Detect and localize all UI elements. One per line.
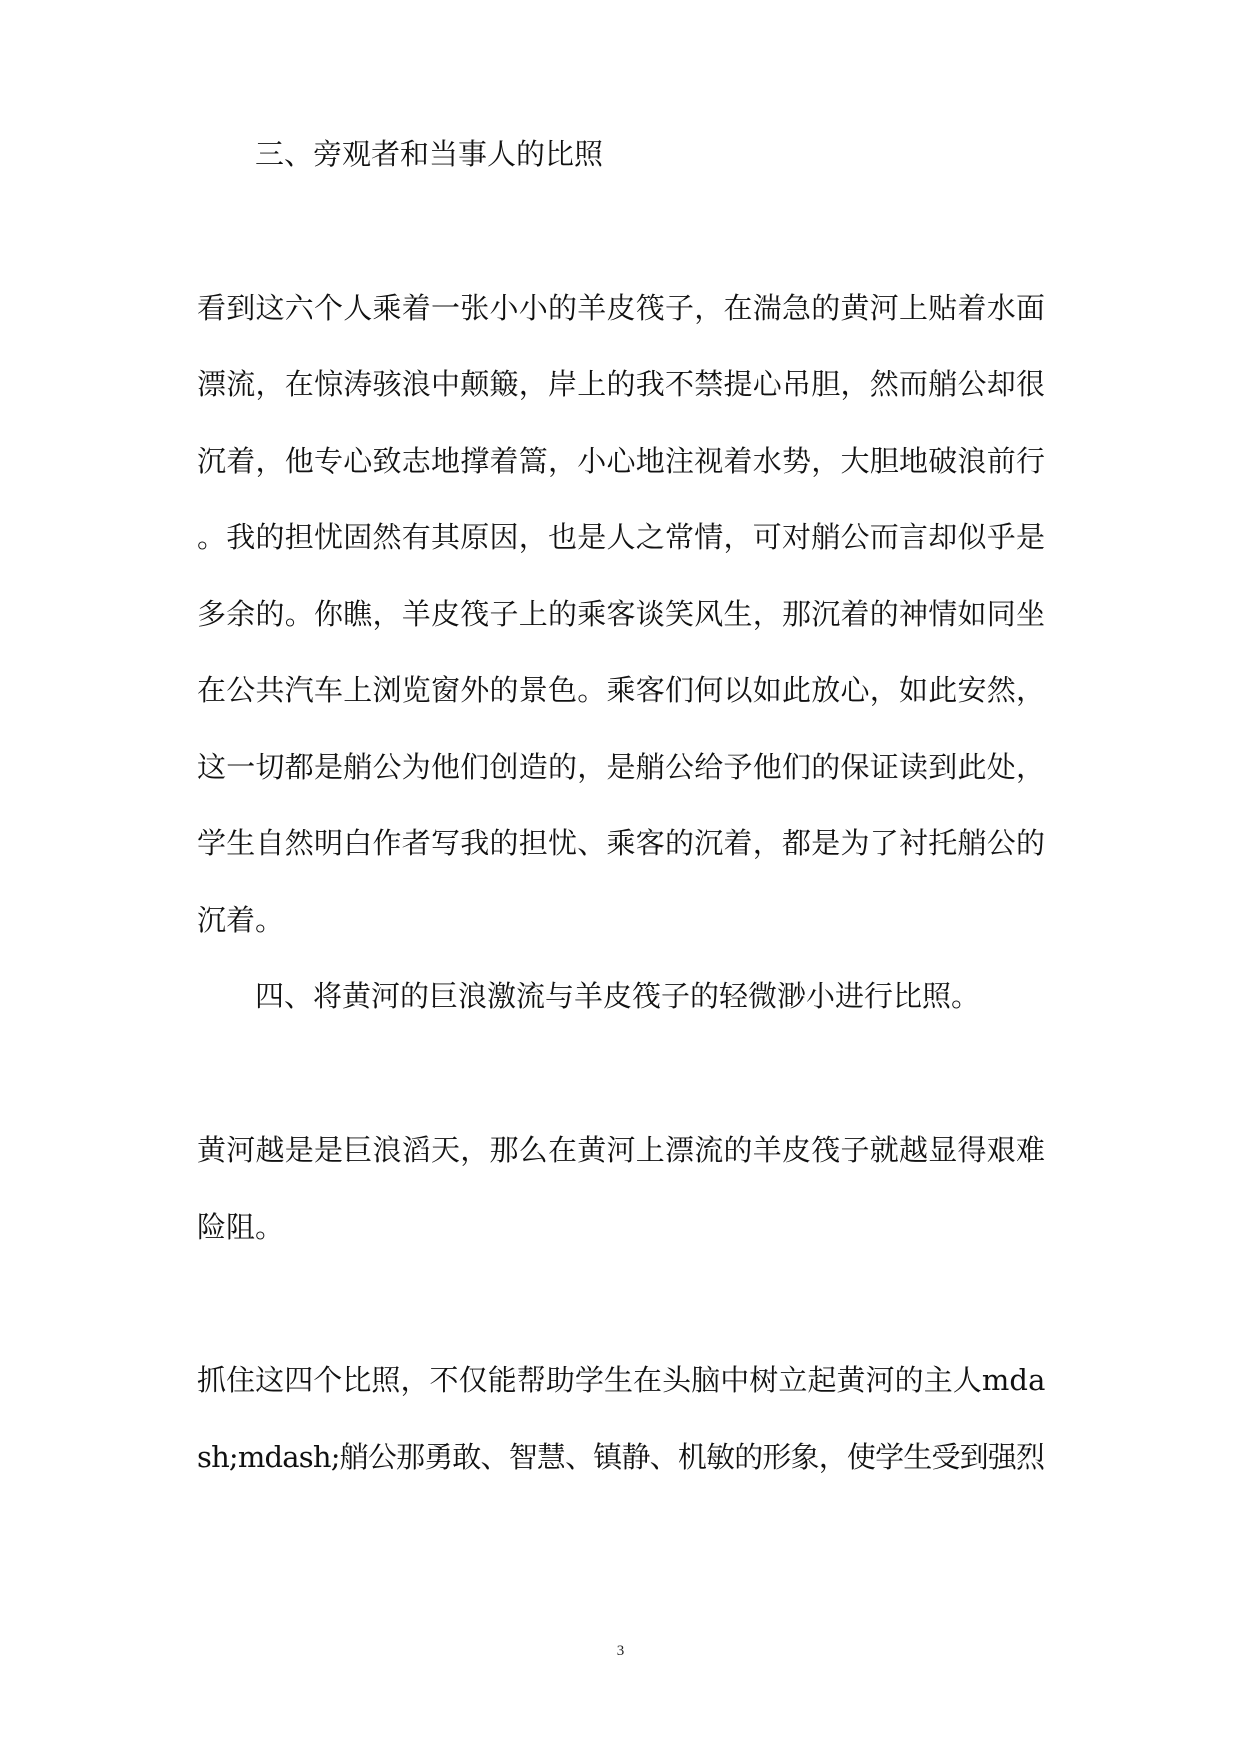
paragraph-line: 看到这六个人乘着一张小小的羊皮筏子，在湍急的黄河上贴着水面 — [197, 291, 1046, 325]
page-number: 3 — [616, 1643, 625, 1659]
paragraph-line: 。我的担忧固然有其原因，也是人之常情，可对艄公而言却似乎是 — [197, 520, 1046, 554]
paragraph-line: 险阻。 — [197, 1210, 285, 1244]
paragraph-line: 沉着。 — [197, 903, 285, 937]
paragraph-line: 多余的。你瞧，羊皮筏子上的乘客谈笑风生，那沉着的神情如同坐 — [197, 597, 1046, 631]
paragraph-line: sh;mdash;艄公那勇敢、智慧、镇静、机敏的形象，使学生受到强烈 — [197, 1440, 1045, 1474]
paragraph-line: 在公共汽车上浏览窗外的景色。乘客们何以如此放心，如此安然， — [197, 673, 1046, 707]
paragraph-line: 漂流，在惊涛骇浪中颠簸，岸上的我不禁提心吊胆，然而艄公却很 — [197, 367, 1046, 401]
section-heading-3: 三、旁观者和当事人的比照 — [255, 137, 604, 171]
section-heading-4: 四、将黄河的巨浪激流与羊皮筏子的轻微渺小进行比照。 — [255, 979, 981, 1013]
paragraph-line: 这一切都是艄公为他们创造的，是艄公给予他们的保证读到此处， — [197, 750, 1046, 784]
paragraph-line: 学生自然明白作者写我的担忧、乘客的沉着，都是为了衬托艄公的 — [197, 826, 1046, 860]
paragraph-line: 沉着，他专心致志地撑着篙，小心地注视着水势，大胆地破浪前行 — [197, 444, 1046, 478]
paragraph-line: 黄河越是是巨浪滔天，那么在黄河上漂流的羊皮筏子就越显得艰难 — [197, 1133, 1046, 1167]
paragraph-line: 抓住这四个比照，不仅能帮助学生在头脑中树立起黄河的主人mda — [197, 1363, 1046, 1397]
